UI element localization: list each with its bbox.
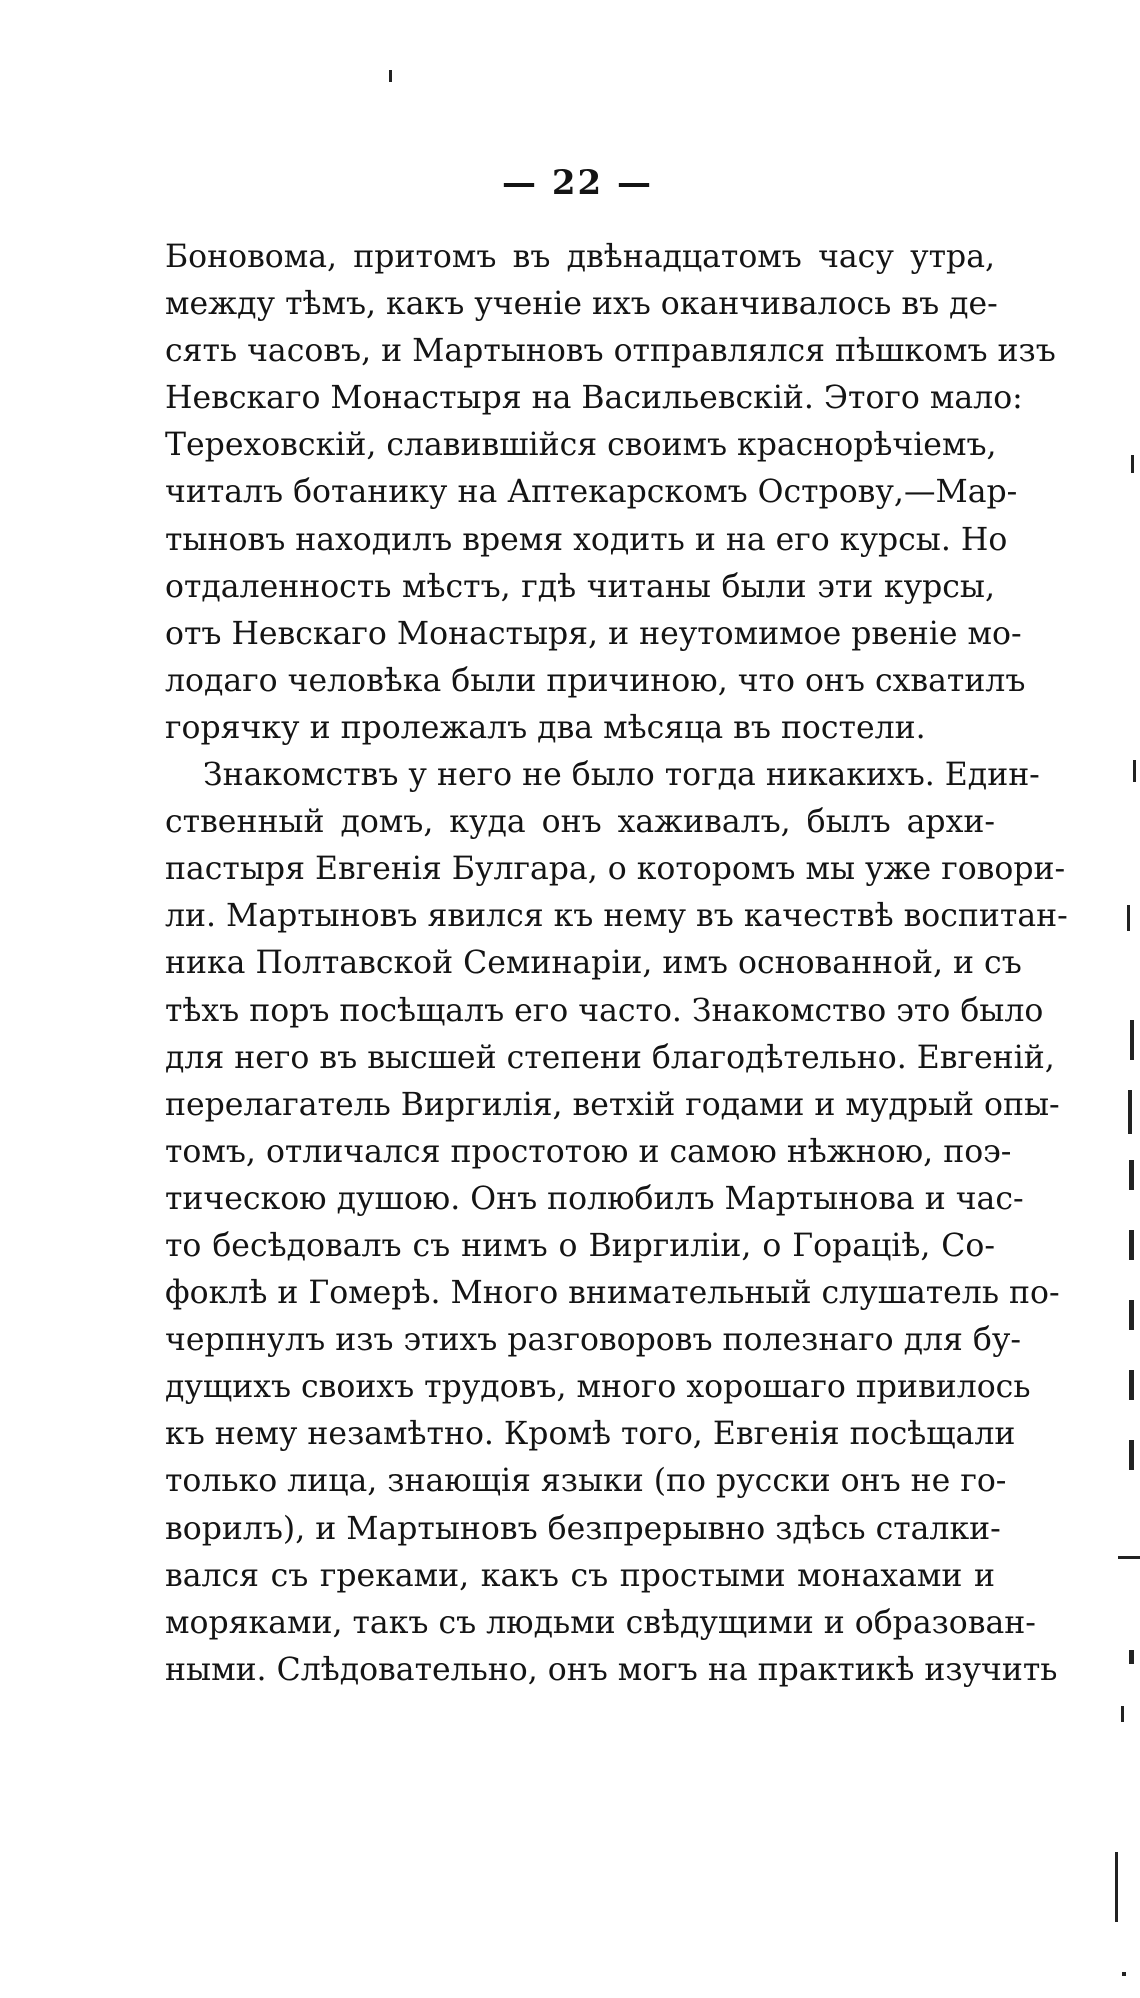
scan-mark	[1129, 1370, 1134, 1400]
text-line: только лица, знающія языки (по русски онъ не го-	[165, 1463, 1007, 1500]
text-block	[165, 234, 1068, 1694]
text-line: дущихъ своихъ трудовъ, много хорошаго привилось	[165, 1369, 1031, 1406]
text-line: черпнулъ изъ этихъ разговоровъ полезнаго для бу-	[165, 1322, 1022, 1359]
text-line: лодаго человѣка были причиною, что онъ схватилъ	[165, 662, 1026, 699]
text-line: читалъ ботанику на Аптекарскомъ Острову,—Мар-	[165, 474, 1018, 511]
text-line: отдаленность мѣстъ, гдѣ читаны были эти курсы,	[165, 568, 995, 605]
scan-mark	[1130, 1020, 1134, 1060]
text-line: Невскаго Монастыря на Васильевскій. Этого мало:	[165, 380, 1023, 417]
scan-mark	[1128, 1090, 1132, 1134]
scan-mark	[1129, 1300, 1134, 1330]
text-line: ственный домъ, куда онъ хаживалъ, былъ архи-	[165, 804, 995, 841]
scan-mark	[1129, 1650, 1134, 1664]
text-line: ника Полтавской Семинаріи, имъ основанной, и съ	[165, 945, 1022, 982]
text-line: тическою душою. Онъ полюбилъ Мартынова и час-	[165, 1180, 1024, 1217]
text-line: Тереховскій, славившійся своимъ краснорѣчіемъ,	[165, 427, 997, 464]
text-line: сять часовъ, и Мартыновъ отправлялся пѣшкомъ изъ	[165, 333, 1056, 370]
text-line: пастыря Евгенія Булгара, о которомъ мы уже говори-	[165, 851, 1066, 888]
paragraph-1	[165, 234, 1056, 752]
scan-mark	[1118, 1556, 1140, 1559]
text-line: томъ, отличался простотою и самою нѣжною, поэ-	[165, 1133, 1012, 1170]
text-line: моряками, такъ съ людьми свѣдущими и образован-	[165, 1604, 1036, 1641]
scan-mark	[1129, 1440, 1134, 1470]
text-line: Знакомствъ у него не было тогда никакихъ. Един-	[203, 757, 1040, 794]
scan-mark	[1127, 905, 1130, 931]
text-line: между тѣмъ, какъ ученіе ихъ оканчивалось въ де-	[165, 286, 998, 323]
text-line: тѣхъ поръ посѣщалъ его часто. Знакомство это было	[165, 992, 1044, 1029]
text-line: отъ Невскаго Монастыря, и неутомимое рвеніе мо-	[165, 615, 1022, 652]
text-line: ли. Мартыновъ явился къ нему въ качествѣ воспитан-	[165, 898, 1068, 935]
text-line: фоклѣ и Гомерѣ. Много внимательный слушатель по-	[165, 1275, 1060, 1312]
scan-mark	[1133, 760, 1136, 782]
scan-mark	[1129, 1160, 1134, 1190]
scan-mark	[1131, 455, 1134, 473]
text-line: вался съ греками, какъ съ простыми монахами и	[165, 1557, 995, 1594]
text-line: горячку и пролежалъ два мѣсяца въ постели.	[165, 709, 926, 746]
text-line: перелагатель Виргилія, ветхій годами и мудрый опы-	[165, 1086, 1060, 1123]
scan-mark	[389, 70, 392, 82]
page-number: — 22 —	[502, 163, 653, 203]
scan-mark	[1115, 1852, 1118, 1922]
scan-mark	[1129, 1230, 1134, 1260]
text-line: ворилъ), и Мартыновъ безпрерывно здѣсь сталки-	[165, 1510, 1001, 1547]
paragraph-2	[165, 752, 1068, 1694]
scan-mark	[1122, 1972, 1126, 1976]
text-line: тыновъ находилъ время ходить и на его курсы. Но	[165, 521, 1008, 558]
text-line: ными. Слѣдовательно, онъ могъ на практикѣ изучить	[165, 1651, 1058, 1688]
text-line: къ нему незамѣтно. Кромѣ того, Евгенія посѣщали	[165, 1416, 1016, 1453]
text-line: для него въ высшей степени благодѣтельно. Евгеній,	[165, 1039, 1055, 1076]
scan-mark	[1121, 1706, 1124, 1722]
text-line: Боновома, притомъ въ двѣнадцатомъ часу утра,	[165, 239, 995, 275]
text-line: то бесѣдовалъ съ нимъ о Виргиліи, о Горацiѣ, Со-	[165, 1227, 995, 1264]
